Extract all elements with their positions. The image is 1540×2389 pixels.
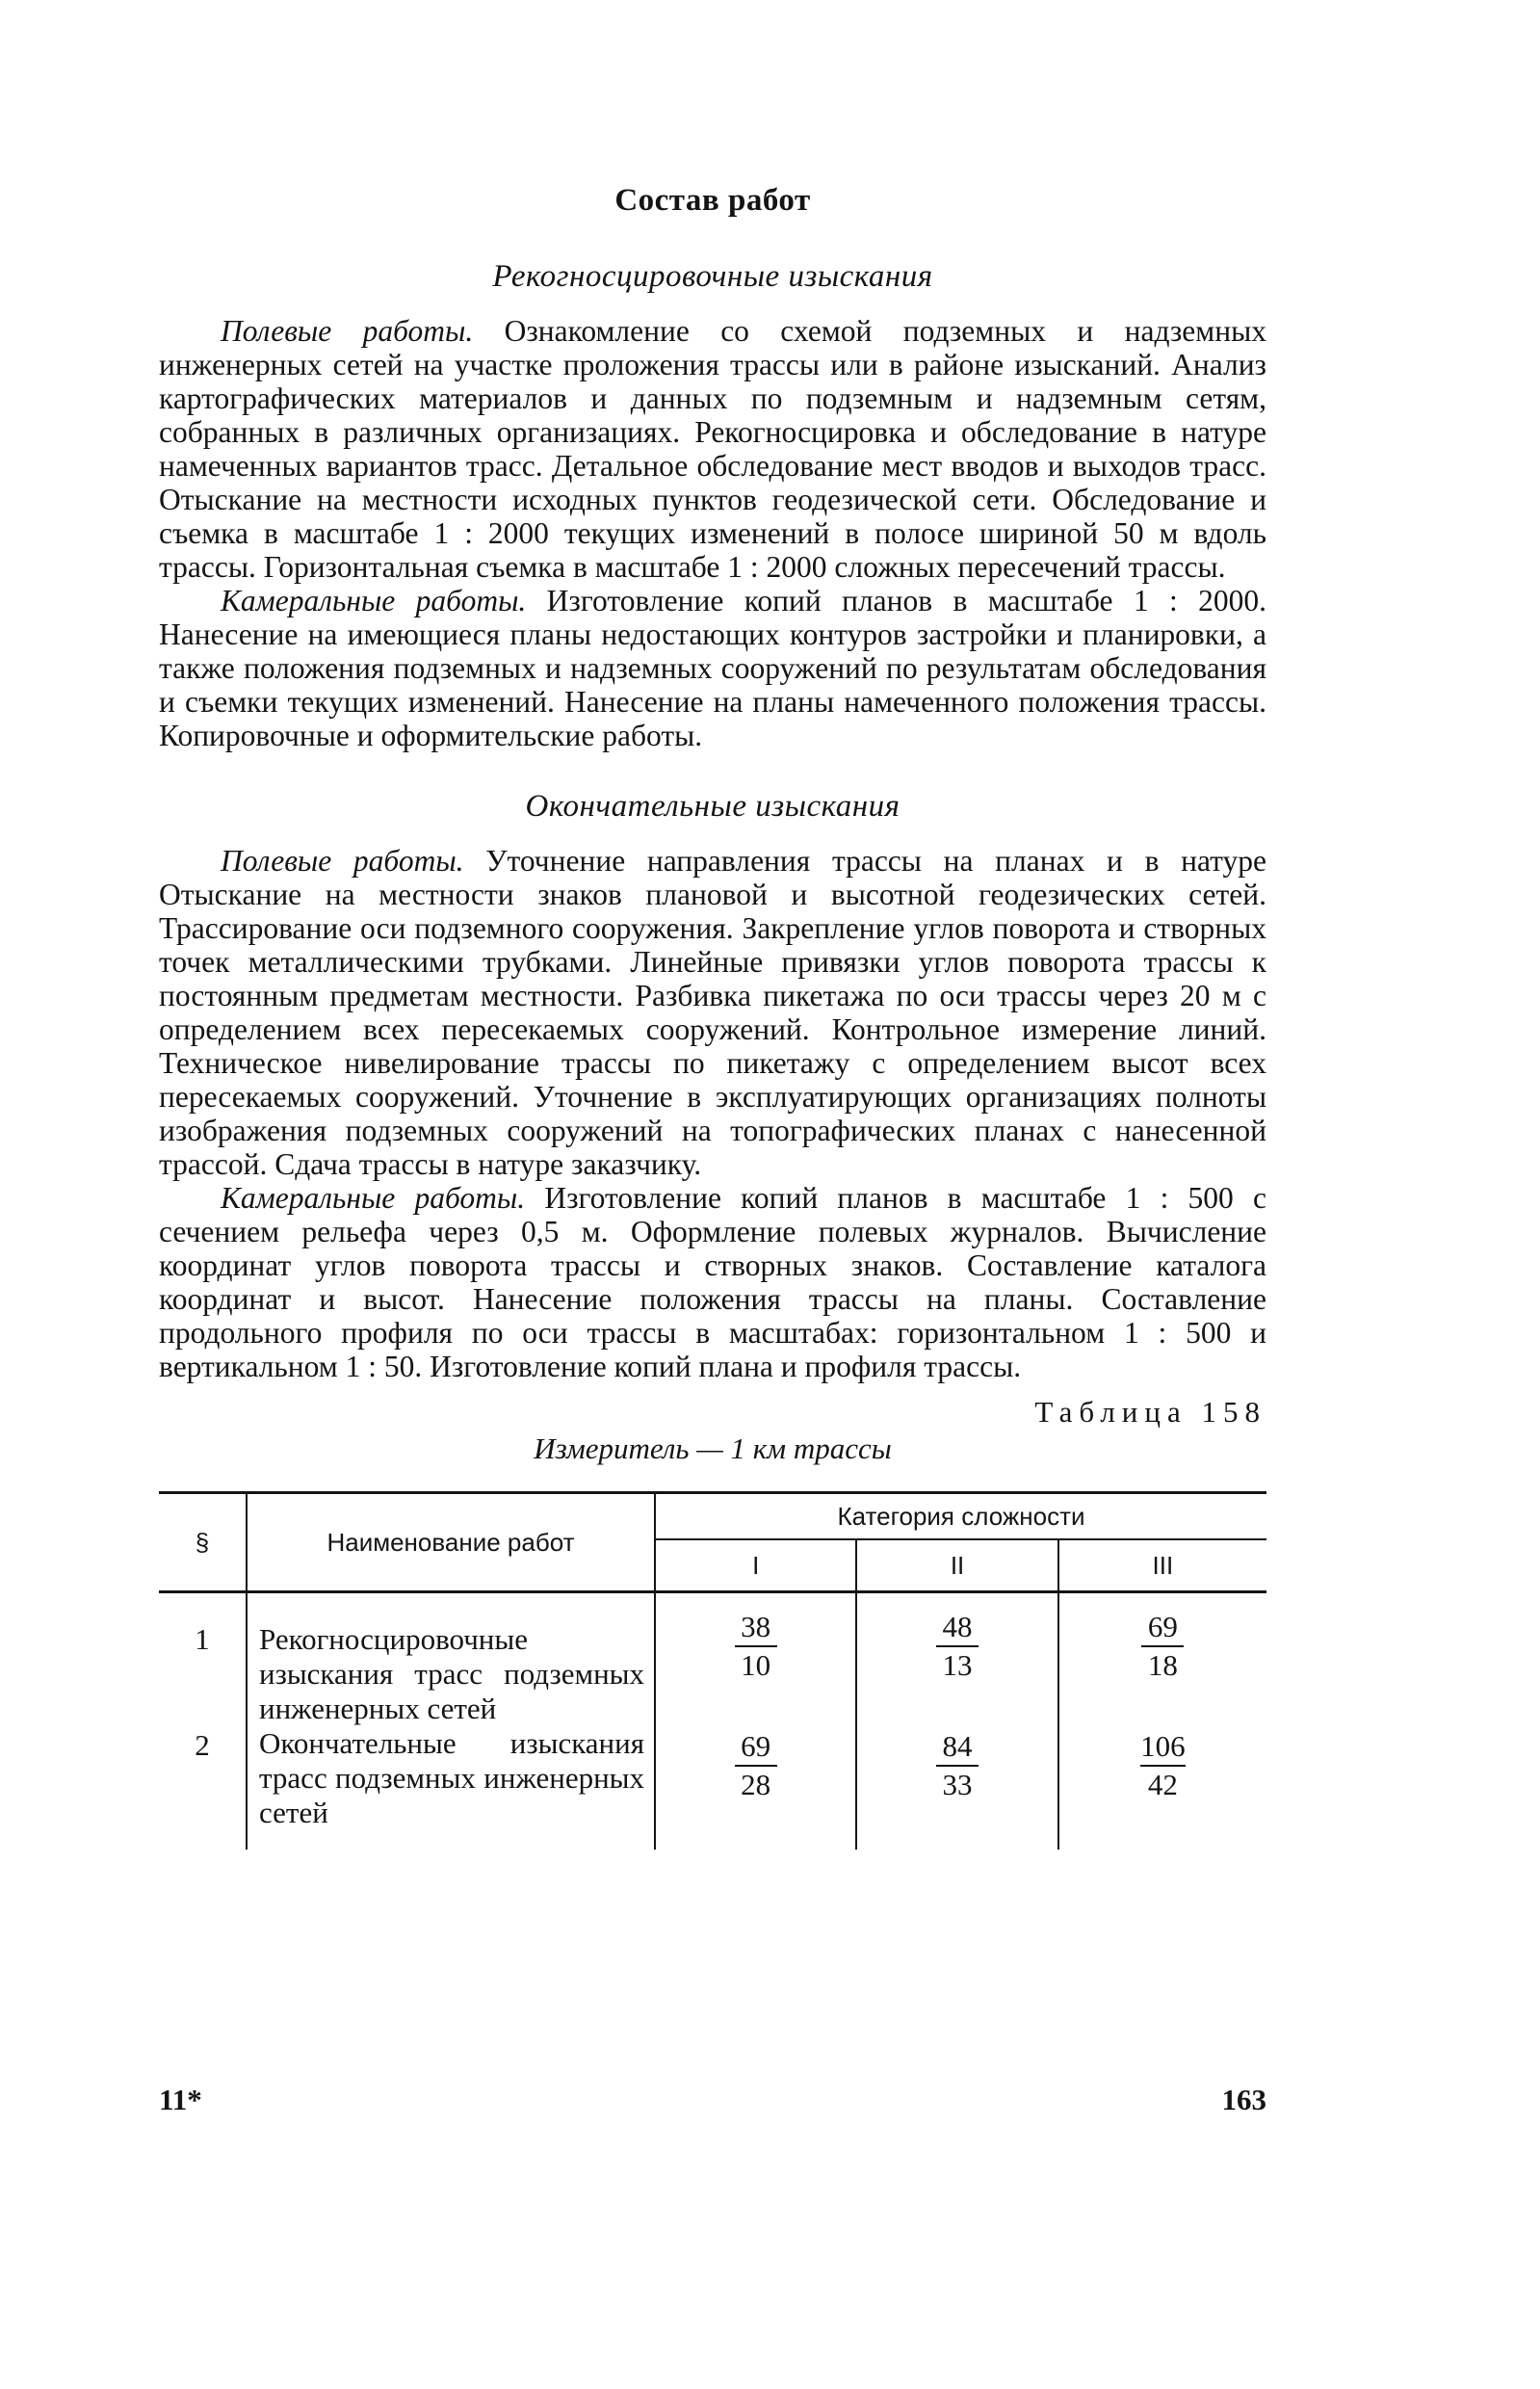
paragraph-lead: Камеральные работы. <box>221 584 527 617</box>
row-value-cat1 <box>655 1592 856 1727</box>
row-value-cat1 <box>655 1726 856 1850</box>
value-numerator: 38 <box>735 1611 777 1647</box>
section-heading-reconnaissance: Рекогносцировочные изыскания <box>492 259 933 294</box>
row-value-cat2 <box>856 1592 1057 1727</box>
header-section: § <box>159 1493 247 1592</box>
paragraph-text: Изготовление копий планов в масштабе 1 : 500 с сечением рельефа через 0,5 м. Оформление полевых журналов. Вычисление координат углов поворота трассы и створных знаков. Составление каталога координат и высот. Нанесение положения трассы на планы. Составление продольного профиля по оси трассы в масштабах: горизонтальном 1 : 500 и вертикальном 1 : 50. Изготовление копий плана и профиля трассы. <box>159 1181 1267 1383</box>
row-section: 2 <box>195 1728 210 1762</box>
value-denominator: 42 <box>1147 1768 1178 1801</box>
page-title: Состав работ <box>614 183 811 218</box>
table-row <box>159 1726 1266 1850</box>
signature-mark: 11* <box>159 2083 202 2116</box>
paragraph-text: Изготовление копий планов в масштабе 1 : 2000. Нанесение на имеющиеся планы недостающих контуров застройки и планировки, а также положения подземных и надземных сооружений по результатам обследования и съемки текущих изменений. Нанесение на планы намеченного положения трассы. Копировочные и оформительские работы. <box>159 584 1267 752</box>
paragraph-field-works-2 <box>159 844 1266 1181</box>
row-section: 1 <box>195 1622 210 1656</box>
paragraph-lead: Полевые работы. <box>221 314 474 348</box>
table-row <box>159 1592 1266 1727</box>
table-caption <box>159 1395 1266 1470</box>
value-numerator: 106 <box>1140 1730 1186 1767</box>
value-denominator: 33 <box>942 1768 973 1801</box>
value-numerator: 69 <box>735 1730 777 1767</box>
header-cat2: II <box>856 1539 1057 1592</box>
value-numerator: 69 <box>1141 1611 1184 1647</box>
value-denominator: 18 <box>1147 1648 1178 1682</box>
section-heading-final: Окончательные изыскания <box>525 789 901 824</box>
header-category: Категория сложности <box>655 1493 1266 1540</box>
value-numerator: 48 <box>936 1611 979 1647</box>
row-value-cat3 <box>1058 1592 1266 1727</box>
paragraph-text: Уточнение направления трассы на планах и в натуре Отыскание на местности знаков плановой и высотной геодезических сетей. Трассирование оси подземного сооружения. Закрепление углов поворота и створных точек металлическими трубками. Линейные привязки углов поворота трассы к постоянным предметам местности. Разбивка пикетажа по оси трассы через 20 м с определением всех пересекаемых сооружений. Контрольное измерение линий. Техническое нивелирование трассы по пикетажу с определением высот всех пересекаемых сооружений. Уточнение в эксплуатирующих организациях полноты изображения подземных сооружений на топографических планах с нанесенной трассой. Сдача трассы в натуре заказчику. <box>159 844 1266 1181</box>
paragraph-field-works-1 <box>159 314 1266 584</box>
value-numerator: 84 <box>936 1730 979 1767</box>
paragraph-text: Ознакомление со схемой подземных и надземных инженерных сетей на участке проложения трассы или в районе изысканий. Анализ картографических материалов и данных по подземным и надземным сетям, собранных в различных организациях. Рекогносцировка и обследование в натуре намеченных вариантов трасс. Детальное обследование мест вводов и выходов трасс. Отыскание на местности исходных пунктов геодезической сети. Обследование и съемка в масштабе 1 : 2000 текущих изменений в полосе шириной 50 м вдоль трассы. Горизонтальная съемка в масштабе 1 : 2000 сложных пересечений трассы. <box>159 314 1266 584</box>
value-denominator: 10 <box>741 1648 771 1682</box>
paragraph-office-works-1 <box>159 584 1266 752</box>
page-body <box>159 183 1266 1850</box>
value-denominator: 28 <box>741 1768 771 1801</box>
header-cat1: I <box>655 1539 856 1592</box>
paragraph-lead: Камеральные работы. <box>221 1181 526 1215</box>
page-number: 163 <box>1221 2083 1266 2116</box>
row-name: Рекогносцировочные изыскания трасс подземных инженерных сетей <box>247 1592 655 1727</box>
row-value-cat2 <box>856 1726 1057 1850</box>
header-cat3: III <box>1058 1539 1266 1592</box>
table-number: Таблица 158 <box>1034 1395 1266 1429</box>
header-name: Наименование работ <box>247 1493 655 1592</box>
row-name: Окончательные изыскания трасс подземных инженерных сетей <box>247 1726 655 1850</box>
paragraph-office-works-2 <box>159 1181 1266 1383</box>
value-denominator: 13 <box>942 1648 973 1682</box>
row-value-cat3 <box>1058 1726 1266 1850</box>
rates-table <box>159 1491 1266 1850</box>
paragraph-lead: Полевые работы. <box>221 844 464 878</box>
table-header-row <box>159 1493 1266 1540</box>
table-measure: Измеритель — 1 км трассы <box>534 1431 892 1465</box>
